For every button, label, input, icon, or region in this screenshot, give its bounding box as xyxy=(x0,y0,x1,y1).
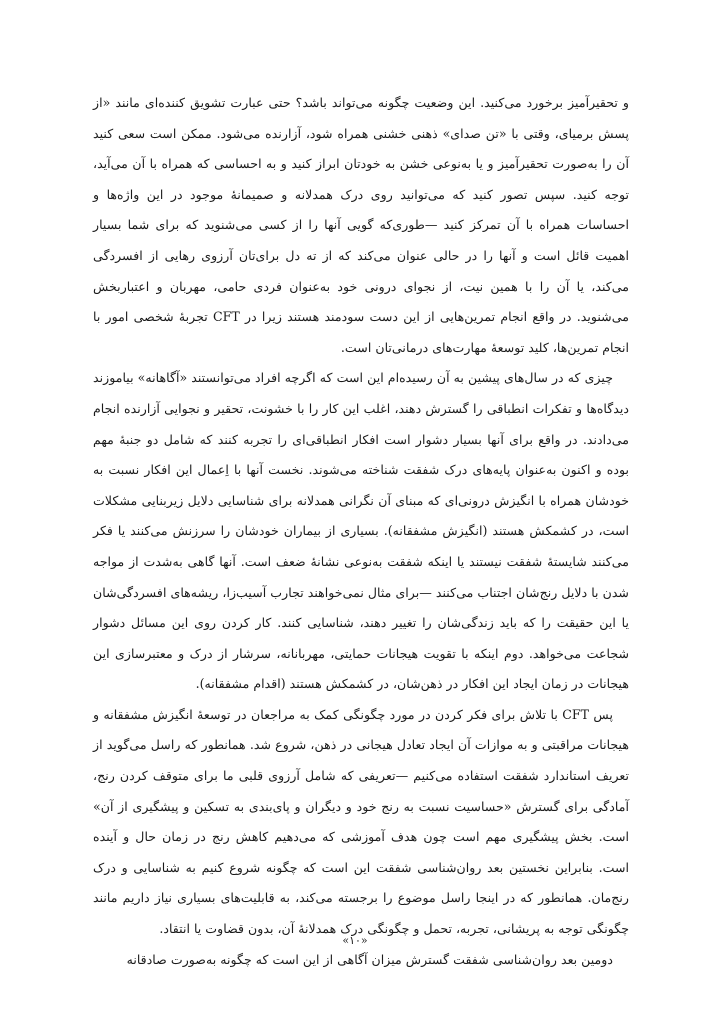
page-number: «۱۰» xyxy=(342,934,368,947)
paragraph-2: چیزی که در سال‌های پیشین به آن رسیده‌ام این است که اگرچه افراد می‌توانستند «آگاهانه» بیاموزند دیدگاه‌ها و تفکرات انطباقی را گسترش دهند، اغلب این کار را با خشونت، تحقیر و نجوایی آزارنده انجام می‌دادند. در واقع برای آنها بسیار دشوار است افکار انطباقی‌ای را تجربه کنند که شامل دو جنبهٔ مهم بوده و اکنون به‌عنوان پایه‌های درک شفقت شناخته می‌شوند. نخست آنها با اِعمال این افکار نسبت به خودشان همراه با انگیزش درونی‌ای که مبنای آن نگرانی همدلانه برای شناسایی دلایل زیربنایی مشکلات است، در کشمکش هستند (انگیزش مشفقانه). بسیاری از بیماران خودشان را سرزنش می‌کنند یا فکر می‌کنند شایستهٔ شفقت نیستند یا اینکه شفقت به‌نوعی نشانهٔ ضعف است. آنها گاهی به‌شدت از مواجه شدن با دلایل رنج‌شان اجتناب می‌کنند —برای مثال نمی‌خواهند تجارب آسیب‌زا، ریشه‌های افسردگی‌شان یا این حقیقت را که باید زندگی‌شان را تغییر دهند، شناسایی کنند. کار کردن روی این مسائل دشوار شجاعت می‌خواهد. دوم اینکه با تقویت هیجانات حمایتی، مهربانانه، سرشار از درک و معتبرسازی این هیجانات در زمان ایجاد این افکار در ذهن‌شان، در کشمکش هستند (اقدام مشفقانه). xyxy=(93,370,629,692)
paragraph-3: پس CFT با تلاش برای فکر کردن در مورد چگونگی کمک به مراجعان در توسعهٔ انگیزش مشفقانه و هیجانات مراقبتی و به موازات آن ایجاد تعادل هیجانی در ذهن، شروع شد. همانطور که راسل می‌گوید از تعریف استاندارد شفقت استفاده می‌کنیم —تعریفی که شامل آرزوی قلبی ما برای متوقف کردن رنج، آمادگی برای گسترش «حساسیت نسبت به رنج خود و دیگران و پای‌بندی به تسکین و پیشگیری از آن» است. بخش پیشگیری مهم است چون هدف آموزشی که می‌دهیم کاهش رنج در زمان حال و آینده است. بنابراین نخستین بعد روان‌شناسی شفقت این است که چگونه شروع کنیم به شناسایی و درک رنج‌مان. همانطور که در اینجا راسل موضوع را برجسته می‌کند، به قابلیت‌های بسیاری نیاز داریم مانند چگونگی توجه به پریشانی، تجربه، تحمل و چگونگی درک همدلانهٔ آن، بدون قضاوت یا انتقاد. xyxy=(93,706,629,937)
paragraph-1: و تحقیرآمیز برخورد می‌کنید. این وضعیت چگونه می‌تواند باشد؟ حتی عبارت تشویق کننده‌ای مانند «از پسش برمیای، وقتی با «تن صدای» ذهنی خشنی همراه شود، آزارنده می‌شود. ممکن است سعی کنید آن را به‌صورت تحقیرآمیز و یا به‌نوعی خشن به خودتان ابراز کنید و به احساسی که همراه با آن می‌آید، توجه کنید. سپس تصور کنید که می‌توانید روی درک همدلانه و صمیمانهٔ موجود در این واژه‌ها و احساسات همراه با آن تمرکز کنید —طوری‌که گویی آنها را از کسی می‌شنوید که برای شما بسیار اهمیت قائل است و آنها را در حالی عنوان می‌کند که از ته دل برای‌تان آرزوی رهایی از افسردگی می‌کند، یا آن را با همین نیت، از نجوای درونی خود به‌عنوان فردی حامی، مهربان و اعتباربخش می‌شنوید. در واقع انجام تمرین‌هایی از این دست سودمند هستند زیرا در CFT تجربهٔ شخصی امور با انجام تمرین‌ها، کلید توسعهٔ مهارت‌های درمانی‌تان است. xyxy=(93,95,629,355)
paragraph-4: دومین بعد روان‌شناسی شفقت گسترش میزان آگاهی از این است که چگونه به‌صورت صادقانه xyxy=(126,951,613,967)
document-body xyxy=(93,88,629,975)
